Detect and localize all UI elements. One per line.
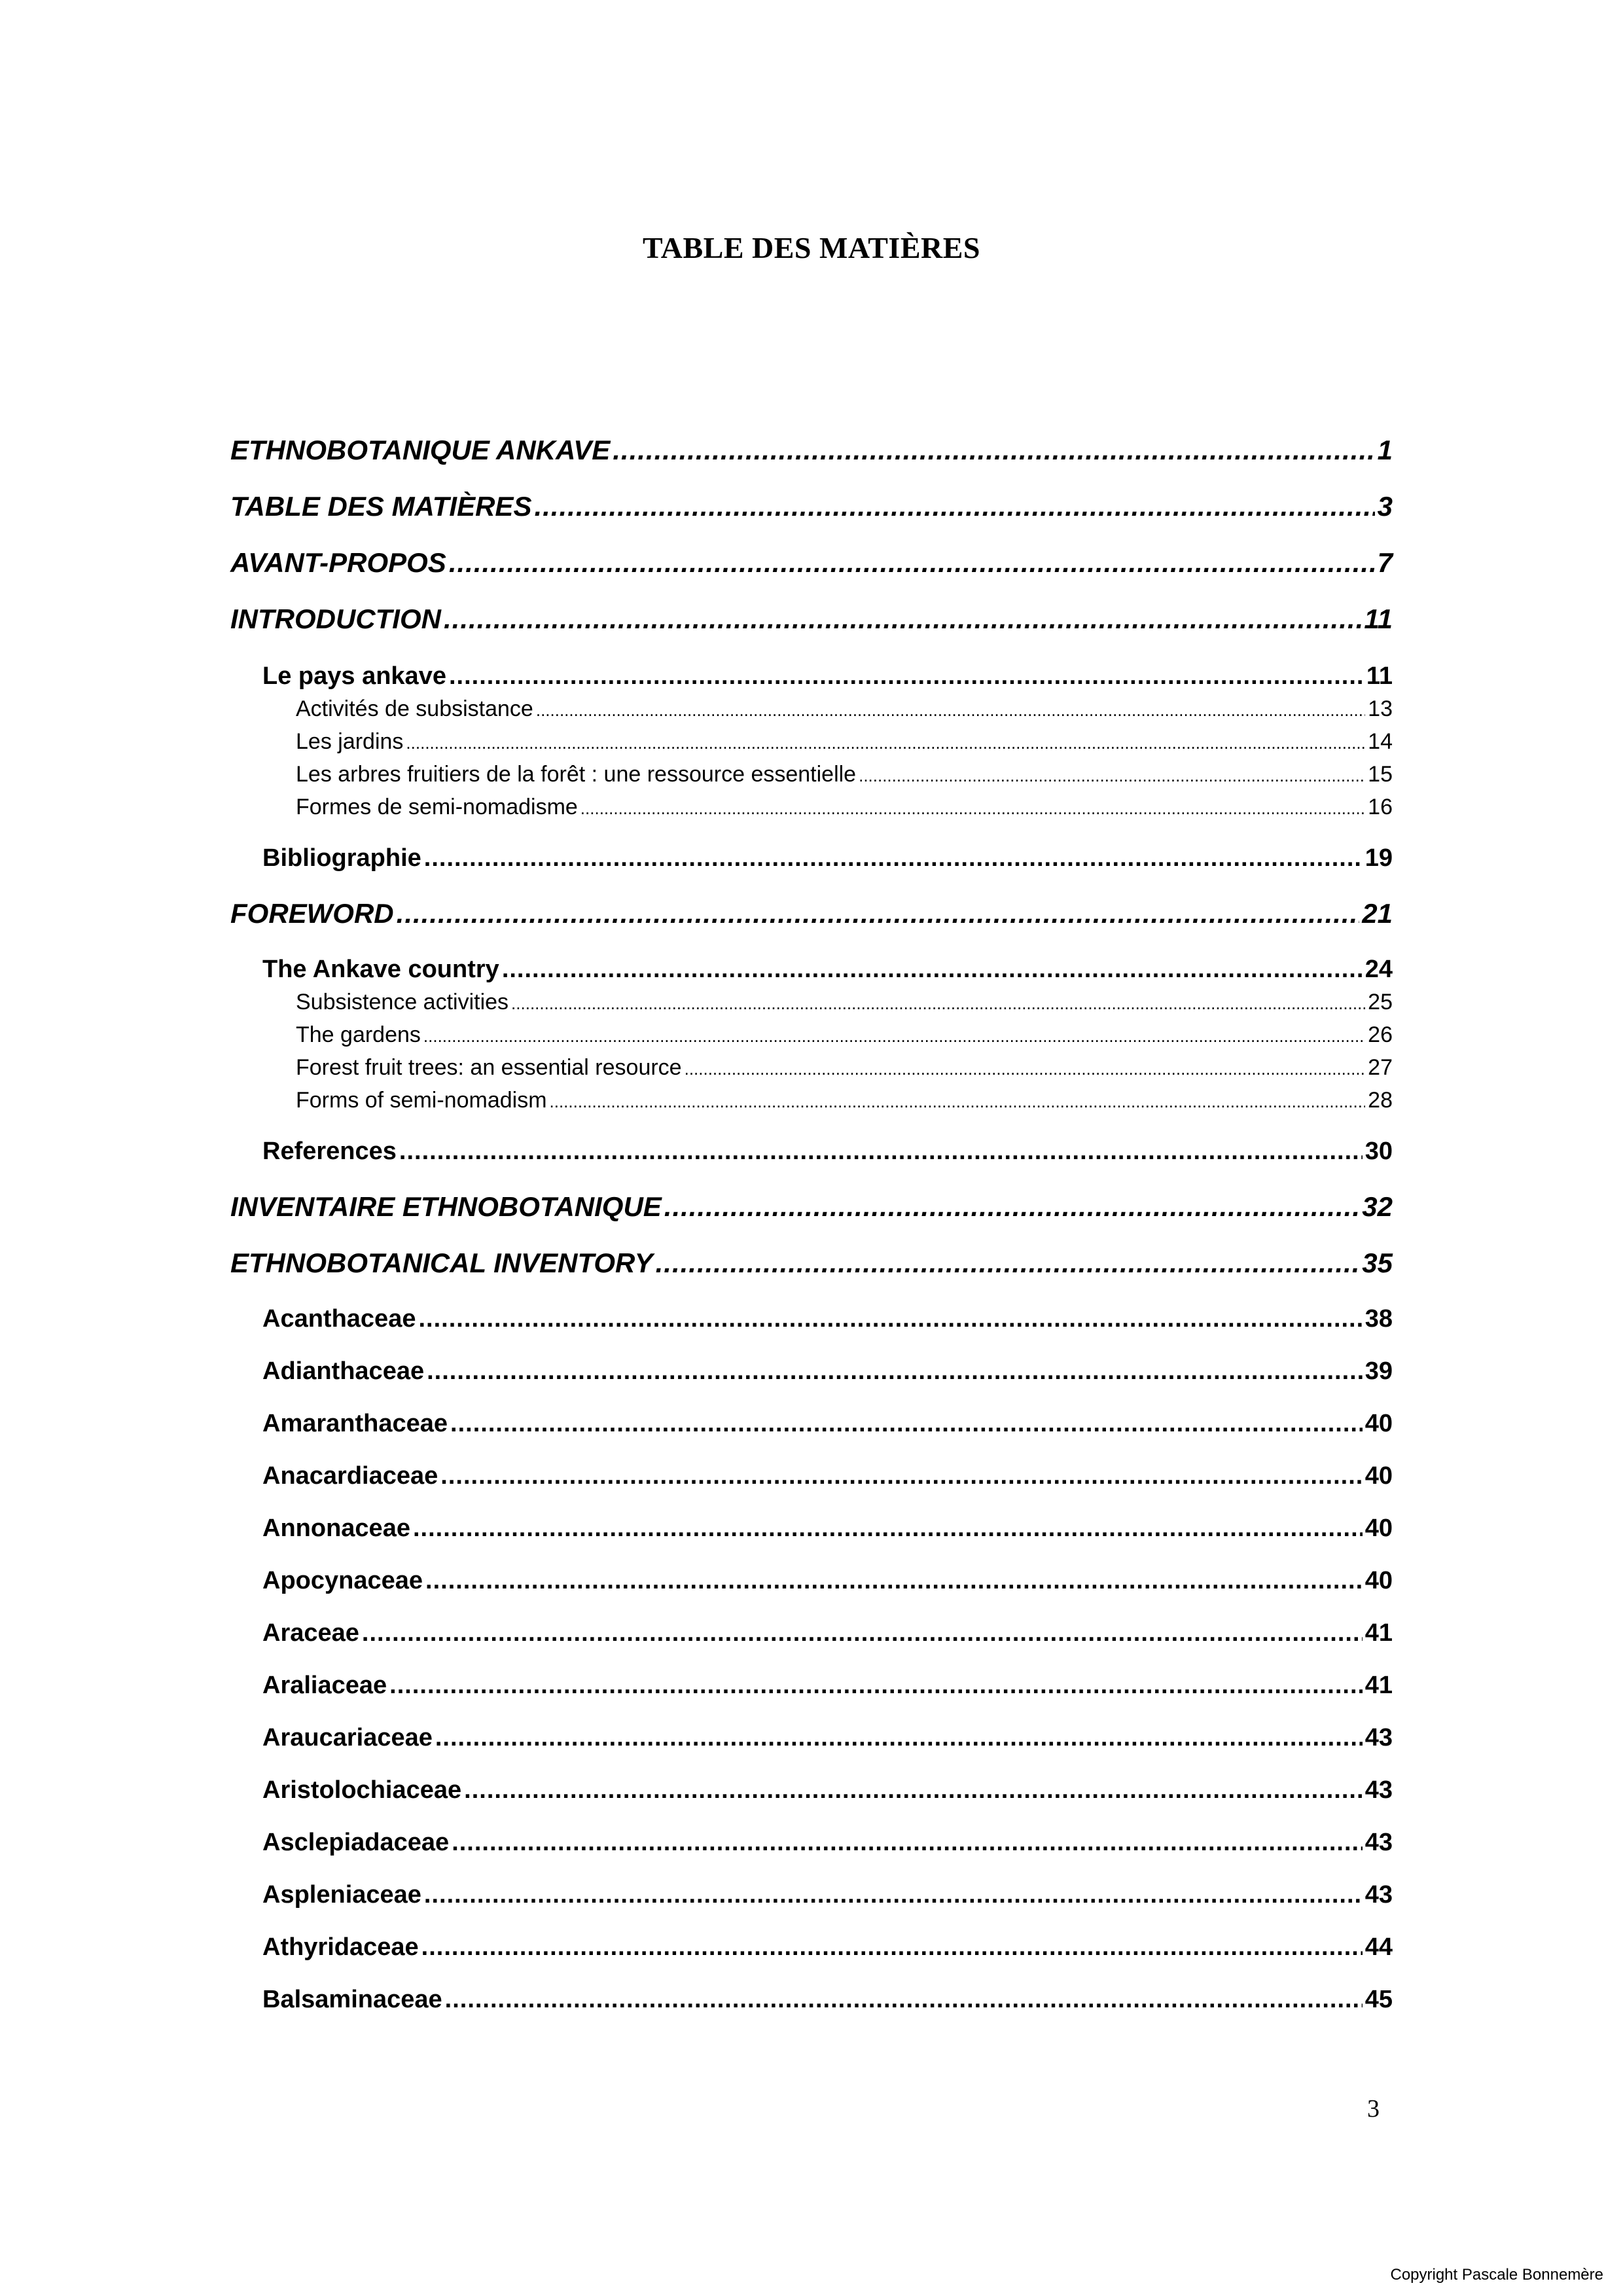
- dot-leader: [464, 1776, 1363, 1804]
- toc-entry[interactable]: [262, 662, 1393, 691]
- toc-entry[interactable]: [262, 1724, 1393, 1752]
- copyright-notice: Copyright Pascale Bonnemère: [1390, 2266, 1603, 2284]
- toc-entry-label: Les arbres fruitiers de la forêt : une ressource essentielle: [296, 762, 857, 787]
- toc-entry[interactable]: [230, 1191, 1393, 1223]
- toc-entry-page: 11: [1364, 603, 1393, 634]
- toc-entry-label: Araliaceae: [262, 1672, 387, 1699]
- toc-entry-page: 40: [1364, 1410, 1393, 1437]
- toc-entry-label: FOREWORD: [230, 898, 394, 929]
- toc-entry[interactable]: [230, 547, 1393, 579]
- toc-entry[interactable]: [230, 603, 1393, 635]
- toc-entry-label: Balsaminaceae: [262, 1986, 442, 2013]
- dot-leader: [406, 733, 1365, 753]
- dot-leader: [413, 1515, 1363, 1543]
- toc-entry[interactable]: [262, 1672, 1393, 1700]
- toc-entry[interactable]: [296, 1088, 1393, 1113]
- dot-leader: [389, 1672, 1363, 1700]
- toc-entry-page: 40: [1364, 1462, 1393, 1490]
- toc-entry-page: 43: [1364, 1724, 1393, 1751]
- toc-entry-page: 25: [1368, 990, 1393, 1014]
- toc-entry-label: INTRODUCTION: [230, 603, 441, 634]
- toc-entry-page: 27: [1368, 1055, 1393, 1080]
- toc-entry-page: 43: [1364, 1776, 1393, 1804]
- toc-entry-label: Aspleniaceae: [262, 1881, 421, 1909]
- toc-entry-page: 41: [1364, 1619, 1393, 1647]
- dot-leader: [502, 956, 1363, 984]
- dot-leader: [550, 1092, 1366, 1112]
- toc-entry-label: Activités de subsistance: [296, 696, 533, 721]
- toc-entry-page: 38: [1364, 1305, 1393, 1333]
- dot-leader: [536, 700, 1365, 721]
- page-number: 3: [1367, 2095, 1380, 2123]
- toc-entry-page: 15: [1368, 762, 1393, 787]
- dot-leader: [656, 1247, 1360, 1279]
- toc-entry[interactable]: [262, 1881, 1393, 1909]
- toc-entry-label: Subsistence activities: [296, 990, 509, 1014]
- toc-entry-label: ETHNOBOTANIQUE ANKAVE: [230, 435, 611, 465]
- toc-entry[interactable]: [262, 1829, 1393, 1857]
- dot-leader: [534, 491, 1374, 522]
- dot-leader: [511, 994, 1365, 1014]
- toc-entry[interactable]: [230, 1247, 1393, 1279]
- toc-entry[interactable]: [230, 435, 1393, 466]
- toc-entry[interactable]: [296, 1022, 1393, 1048]
- toc-entry-label: Acanthaceae: [262, 1305, 416, 1333]
- toc-entry-label: Forms of semi-nomadism: [296, 1088, 547, 1113]
- toc-entry-label: Apocynaceae: [262, 1567, 423, 1594]
- toc-entry-page: 1: [1377, 435, 1393, 465]
- toc-entry-page: 19: [1364, 844, 1393, 872]
- toc-entry-label: Athyridaceae: [262, 1933, 419, 1961]
- dot-leader: [421, 1933, 1363, 1962]
- toc-entry-page: 30: [1364, 1138, 1393, 1165]
- toc-entry[interactable]: [230, 898, 1393, 929]
- toc-entry-label: The Ankave country: [262, 956, 499, 983]
- dot-leader: [397, 898, 1360, 929]
- toc-entry-page: 16: [1368, 795, 1393, 819]
- toc-entry-label: Anacardiaceae: [262, 1462, 438, 1490]
- toc-entry-page: 44: [1364, 1933, 1393, 1961]
- toc-entry-page: 43: [1364, 1881, 1393, 1909]
- toc-entry-label: TABLE DES MATIÈRES: [230, 491, 532, 522]
- toc-entry[interactable]: [262, 1515, 1393, 1543]
- toc-entry[interactable]: [262, 1933, 1393, 1962]
- page-title: TABLE DES MATIÈRES: [643, 231, 980, 264]
- dot-leader: [685, 1059, 1366, 1079]
- toc-entry-page: 28: [1368, 1088, 1393, 1113]
- toc-entry[interactable]: [262, 844, 1393, 872]
- toc-entry-label: Aristolochiaceae: [262, 1776, 462, 1804]
- toc-entry[interactable]: [262, 1567, 1393, 1595]
- toc-entry[interactable]: [262, 1462, 1393, 1490]
- toc-entry-label: The gardens: [296, 1022, 421, 1047]
- toc-entry-page: 26: [1368, 1022, 1393, 1047]
- toc-entry[interactable]: [262, 1305, 1393, 1333]
- dot-leader: [435, 1724, 1363, 1752]
- toc-entry-page: 35: [1362, 1247, 1393, 1278]
- toc-entry-page: 7: [1377, 547, 1393, 578]
- toc-entry[interactable]: [230, 491, 1393, 522]
- dot-leader: [449, 547, 1375, 579]
- toc-entry[interactable]: [262, 1619, 1393, 1647]
- dot-leader: [444, 603, 1361, 635]
- dot-leader: [424, 1881, 1363, 1909]
- toc-entry-label: Les jardins: [296, 729, 404, 754]
- toc-entry[interactable]: [262, 1410, 1393, 1438]
- toc-entry-label: Araucariaceae: [262, 1724, 433, 1751]
- dot-leader: [664, 1191, 1359, 1223]
- dot-leader: [445, 1986, 1363, 2014]
- dot-leader: [427, 1357, 1363, 1386]
- toc-entry-label: Annonaceae: [262, 1515, 410, 1542]
- dot-leader: [425, 1567, 1363, 1595]
- toc-entry-page: 32: [1362, 1191, 1393, 1222]
- toc-entry[interactable]: [296, 795, 1393, 820]
- toc-entry-page: 39: [1364, 1357, 1393, 1385]
- toc-entry-page: 43: [1364, 1829, 1393, 1856]
- toc-entry-page: 40: [1364, 1515, 1393, 1542]
- toc-entry-page: 21: [1362, 898, 1393, 929]
- toc-entry-page: 24: [1364, 956, 1393, 983]
- toc-entry-page: 11: [1366, 662, 1393, 690]
- toc-entry-page: 13: [1368, 696, 1393, 721]
- dot-leader: [449, 662, 1364, 691]
- toc-entry-label: Formes de semi-nomadisme: [296, 795, 578, 819]
- dot-leader: [362, 1619, 1363, 1647]
- toc-entry-label: Asclepiadaceae: [262, 1829, 450, 1856]
- dot-leader: [424, 844, 1363, 872]
- toc-entry[interactable]: [296, 762, 1393, 787]
- toc-entry[interactable]: [262, 956, 1393, 984]
- dot-leader: [580, 798, 1365, 819]
- toc-entry[interactable]: [296, 990, 1393, 1015]
- toc-entry-label: References: [262, 1138, 397, 1165]
- dot-leader: [613, 435, 1374, 466]
- toc-entry-label: Le pays ankave: [262, 662, 446, 690]
- toc-entry-label: Amaranthaceae: [262, 1410, 448, 1437]
- toc-entry[interactable]: [262, 1138, 1393, 1166]
- toc-entry[interactable]: [296, 696, 1393, 722]
- dot-leader: [859, 766, 1365, 786]
- toc-entry[interactable]: [262, 1986, 1393, 2014]
- dot-leader: [440, 1462, 1362, 1490]
- toc-entry-page: 3: [1377, 491, 1393, 522]
- toc-entry-label: INVENTAIRE ETHNOBOTANIQUE: [230, 1191, 662, 1222]
- toc-entry-page: 41: [1364, 1672, 1393, 1699]
- dot-leader: [423, 1026, 1365, 1047]
- dot-leader: [399, 1138, 1363, 1166]
- toc-entry[interactable]: [262, 1776, 1393, 1804]
- toc-entry-label: ETHNOBOTANICAL INVENTORY: [230, 1247, 653, 1278]
- toc-entry[interactable]: [262, 1357, 1393, 1386]
- toc-entry-label: Araceae: [262, 1619, 359, 1647]
- toc-entry-label: AVANT-PROPOS: [230, 547, 446, 578]
- toc-entry-page: 40: [1364, 1567, 1393, 1594]
- toc-entry-label: Forest fruit trees: an essential resource: [296, 1055, 682, 1080]
- dot-leader: [450, 1410, 1363, 1438]
- toc-entry[interactable]: [296, 1055, 1393, 1081]
- toc-entry[interactable]: [296, 729, 1393, 755]
- dot-leader: [418, 1305, 1362, 1333]
- toc-entry-label: Bibliographie: [262, 844, 421, 872]
- toc-entry-page: 45: [1364, 1986, 1393, 2013]
- toc-entry-label: Adianthaceae: [262, 1357, 425, 1385]
- dot-leader: [452, 1829, 1363, 1857]
- toc-entry-page: 14: [1368, 729, 1393, 754]
